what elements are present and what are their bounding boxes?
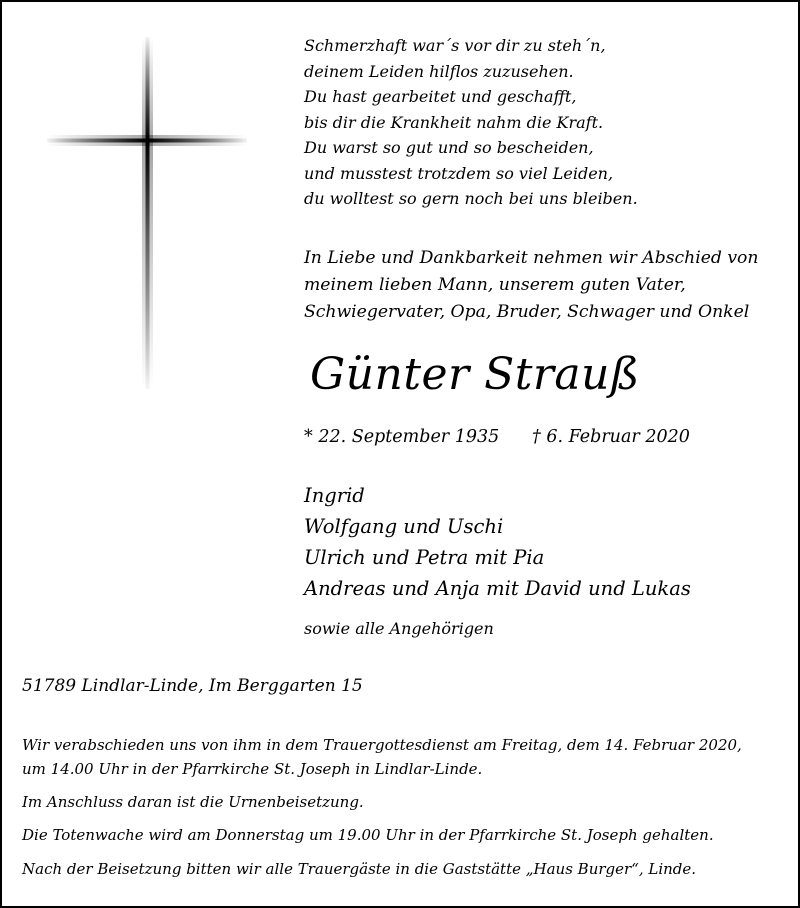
urn-burial-note: Im Anschluss daran ist die Urnenbeisetzung. <box>22 793 364 811</box>
birth-date: * 22. September 1935 <box>304 427 500 447</box>
poem-line: Schmerzhaft war´s vor dir zu steh´n, <box>304 36 606 55</box>
poem <box>304 33 638 212</box>
address: 51789 Lindlar-Linde, Im Berggarten 15 <box>22 676 363 696</box>
deceased-name: Günter Strauß <box>310 349 640 400</box>
death-date: † 6. Februar 2020 <box>532 427 690 447</box>
intro-line: meinem lieben Mann, unserem guten Vater, <box>304 275 686 295</box>
poem-line: du wolltest so gern noch bei uns bleiben. <box>304 189 638 208</box>
family-list <box>304 480 691 604</box>
cross-icon <box>47 37 247 389</box>
poem-line: Du warst so gut und so bescheiden, <box>304 138 594 157</box>
service-info <box>22 733 742 781</box>
poem-line: deinem Leiden hilflos zuzusehen. <box>304 61 574 81</box>
poem-line: und musstest trotzdem so viel Leiden, <box>304 163 614 183</box>
family-member: Ingrid <box>304 484 365 507</box>
service-line: um 14.00 Uhr in der Pfarrkirche St. Joseph in Lindlar-Linde. <box>22 760 483 778</box>
poem-line: bis dir die Krankheit nahm die Kraft. <box>304 112 604 132</box>
intro-line: In Liebe und Dankbarkeit nehmen wir Abschied von <box>304 248 759 268</box>
intro-line: Schwiegervater, Opa, Bruder, Schwager und Onkel <box>304 302 750 322</box>
poem-line: Du hast gearbeitet und geschafft, <box>304 87 577 106</box>
reception-note: Nach der Beisetzung bitten wir alle Trauergäste in die Gaststätte „Haus Burger“, Linde. <box>22 860 697 878</box>
relatives-note: sowie alle Angehörigen <box>304 619 494 638</box>
family-member: Andreas und Anja mit David und Lukas <box>304 577 691 600</box>
farewell-intro <box>304 245 758 326</box>
family-member: Ulrich und Petra mit Pia <box>304 546 545 569</box>
service-line: Wir verabschieden uns von ihm in dem Trauergottesdienst am Freitag, dem 14. Februar 2020, <box>22 736 742 754</box>
wake-note: Die Totenwache wird am Donnerstag um 19.00 Uhr in der Pfarrkirche St. Joseph gehalten. <box>22 826 714 844</box>
family-member: Wolfgang und Uschi <box>304 515 504 538</box>
